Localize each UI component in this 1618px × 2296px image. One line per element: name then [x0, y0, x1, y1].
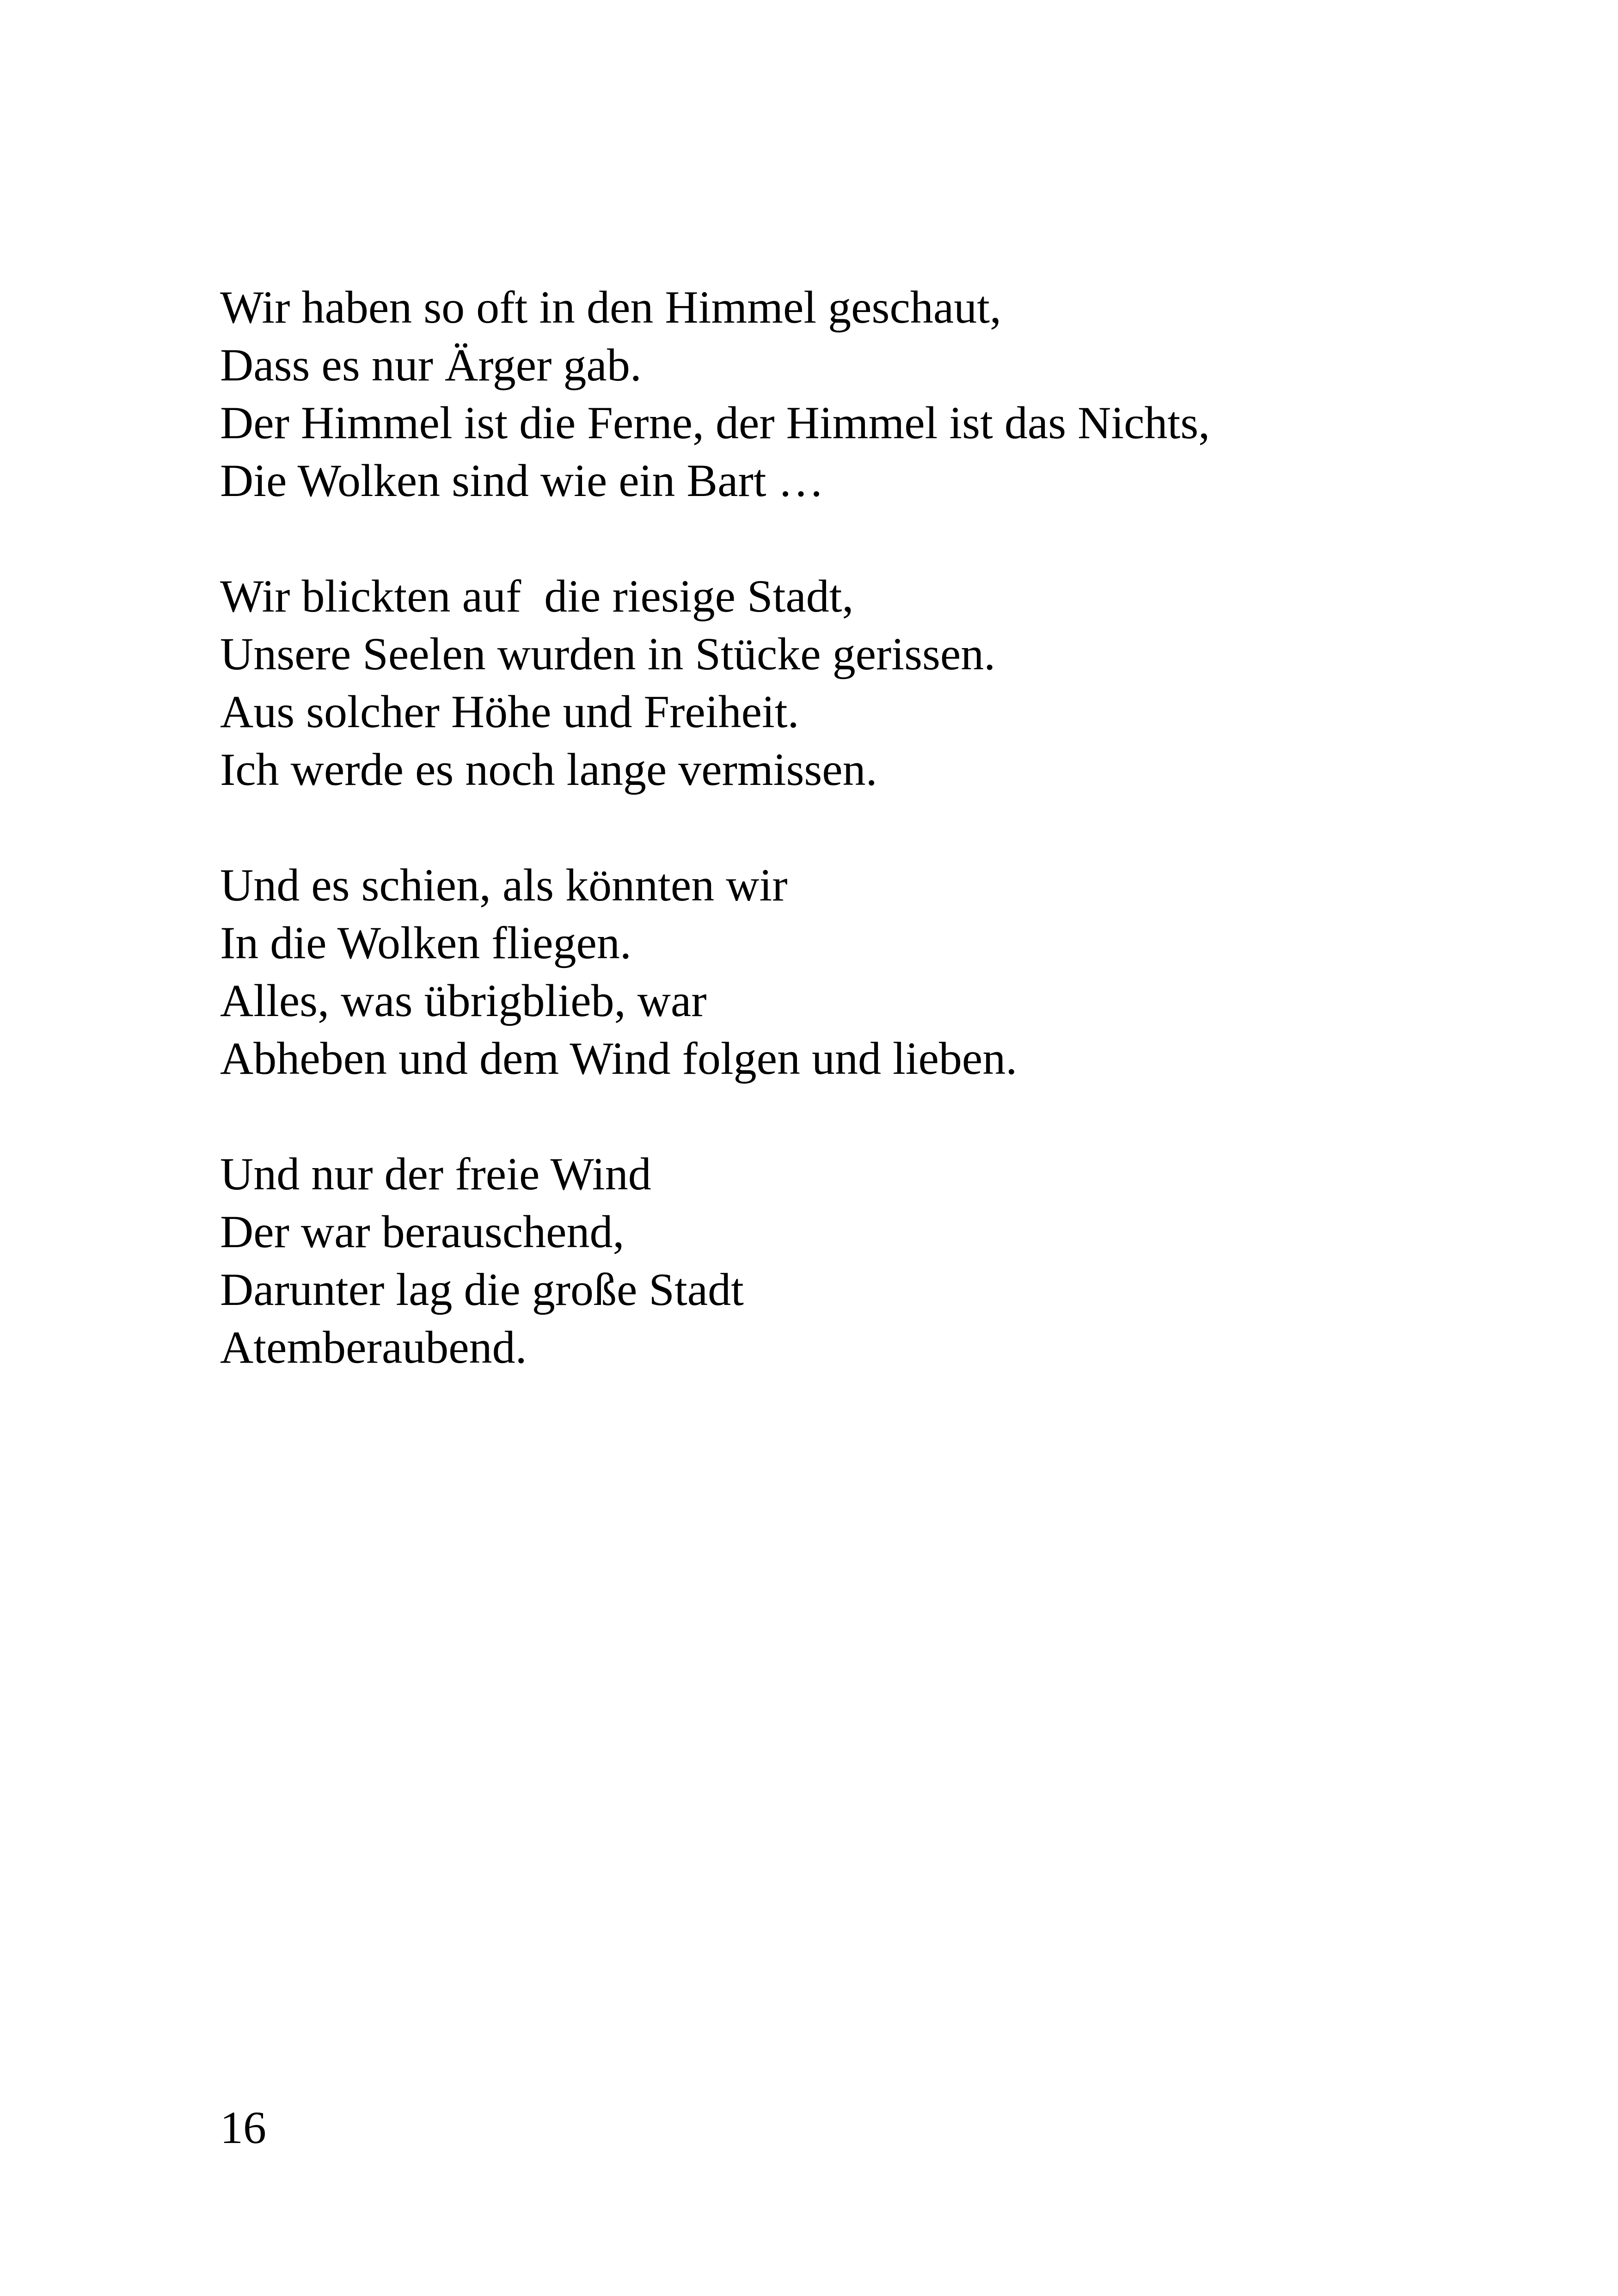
poem-line: Dass es nur Ärger gab.	[220, 339, 642, 391]
stanza-1	[220, 278, 1514, 509]
poem-line: Atemberaubend.	[220, 1322, 527, 1373]
poem-line: Aus solcher Höhe und Freiheit.	[220, 686, 799, 737]
poem-line: Darunter lag die große Stadt	[220, 1264, 744, 1315]
stanza-3	[220, 856, 1514, 1087]
stanza-2	[220, 567, 1514, 798]
poem-line: Die Wolken sind wie ein Bart …	[220, 455, 824, 506]
poem-line: Wir haben so oft in den Himmel geschaut,	[220, 282, 1001, 333]
poem-line: Abheben und dem Wind folgen und lieben.	[220, 1033, 1017, 1084]
stanza-4	[220, 1145, 1514, 1376]
poem-line: Und es schien, als könnten wir	[220, 859, 788, 911]
poem-line: Ich werde es noch lange vermissen.	[220, 744, 877, 795]
poem-line: In die Wolken fliegen.	[220, 917, 631, 968]
poem-line: Der Himmel ist die Ferne, der Himmel ist das Nichts,	[220, 397, 1210, 448]
poem-line: Und nur der freie Wind	[220, 1148, 651, 1200]
page-number: 16	[220, 2102, 266, 2153]
poem-line: Der war berauschend,	[220, 1206, 625, 1257]
poem	[220, 278, 1514, 1434]
poem-line: Unsere Seelen wurden in Stücke gerissen.	[220, 628, 996, 680]
poem-line: Wir blickten auf die riesige Stadt,	[220, 570, 854, 622]
poem-line: Alles, was übrigblieb, war	[220, 975, 707, 1026]
